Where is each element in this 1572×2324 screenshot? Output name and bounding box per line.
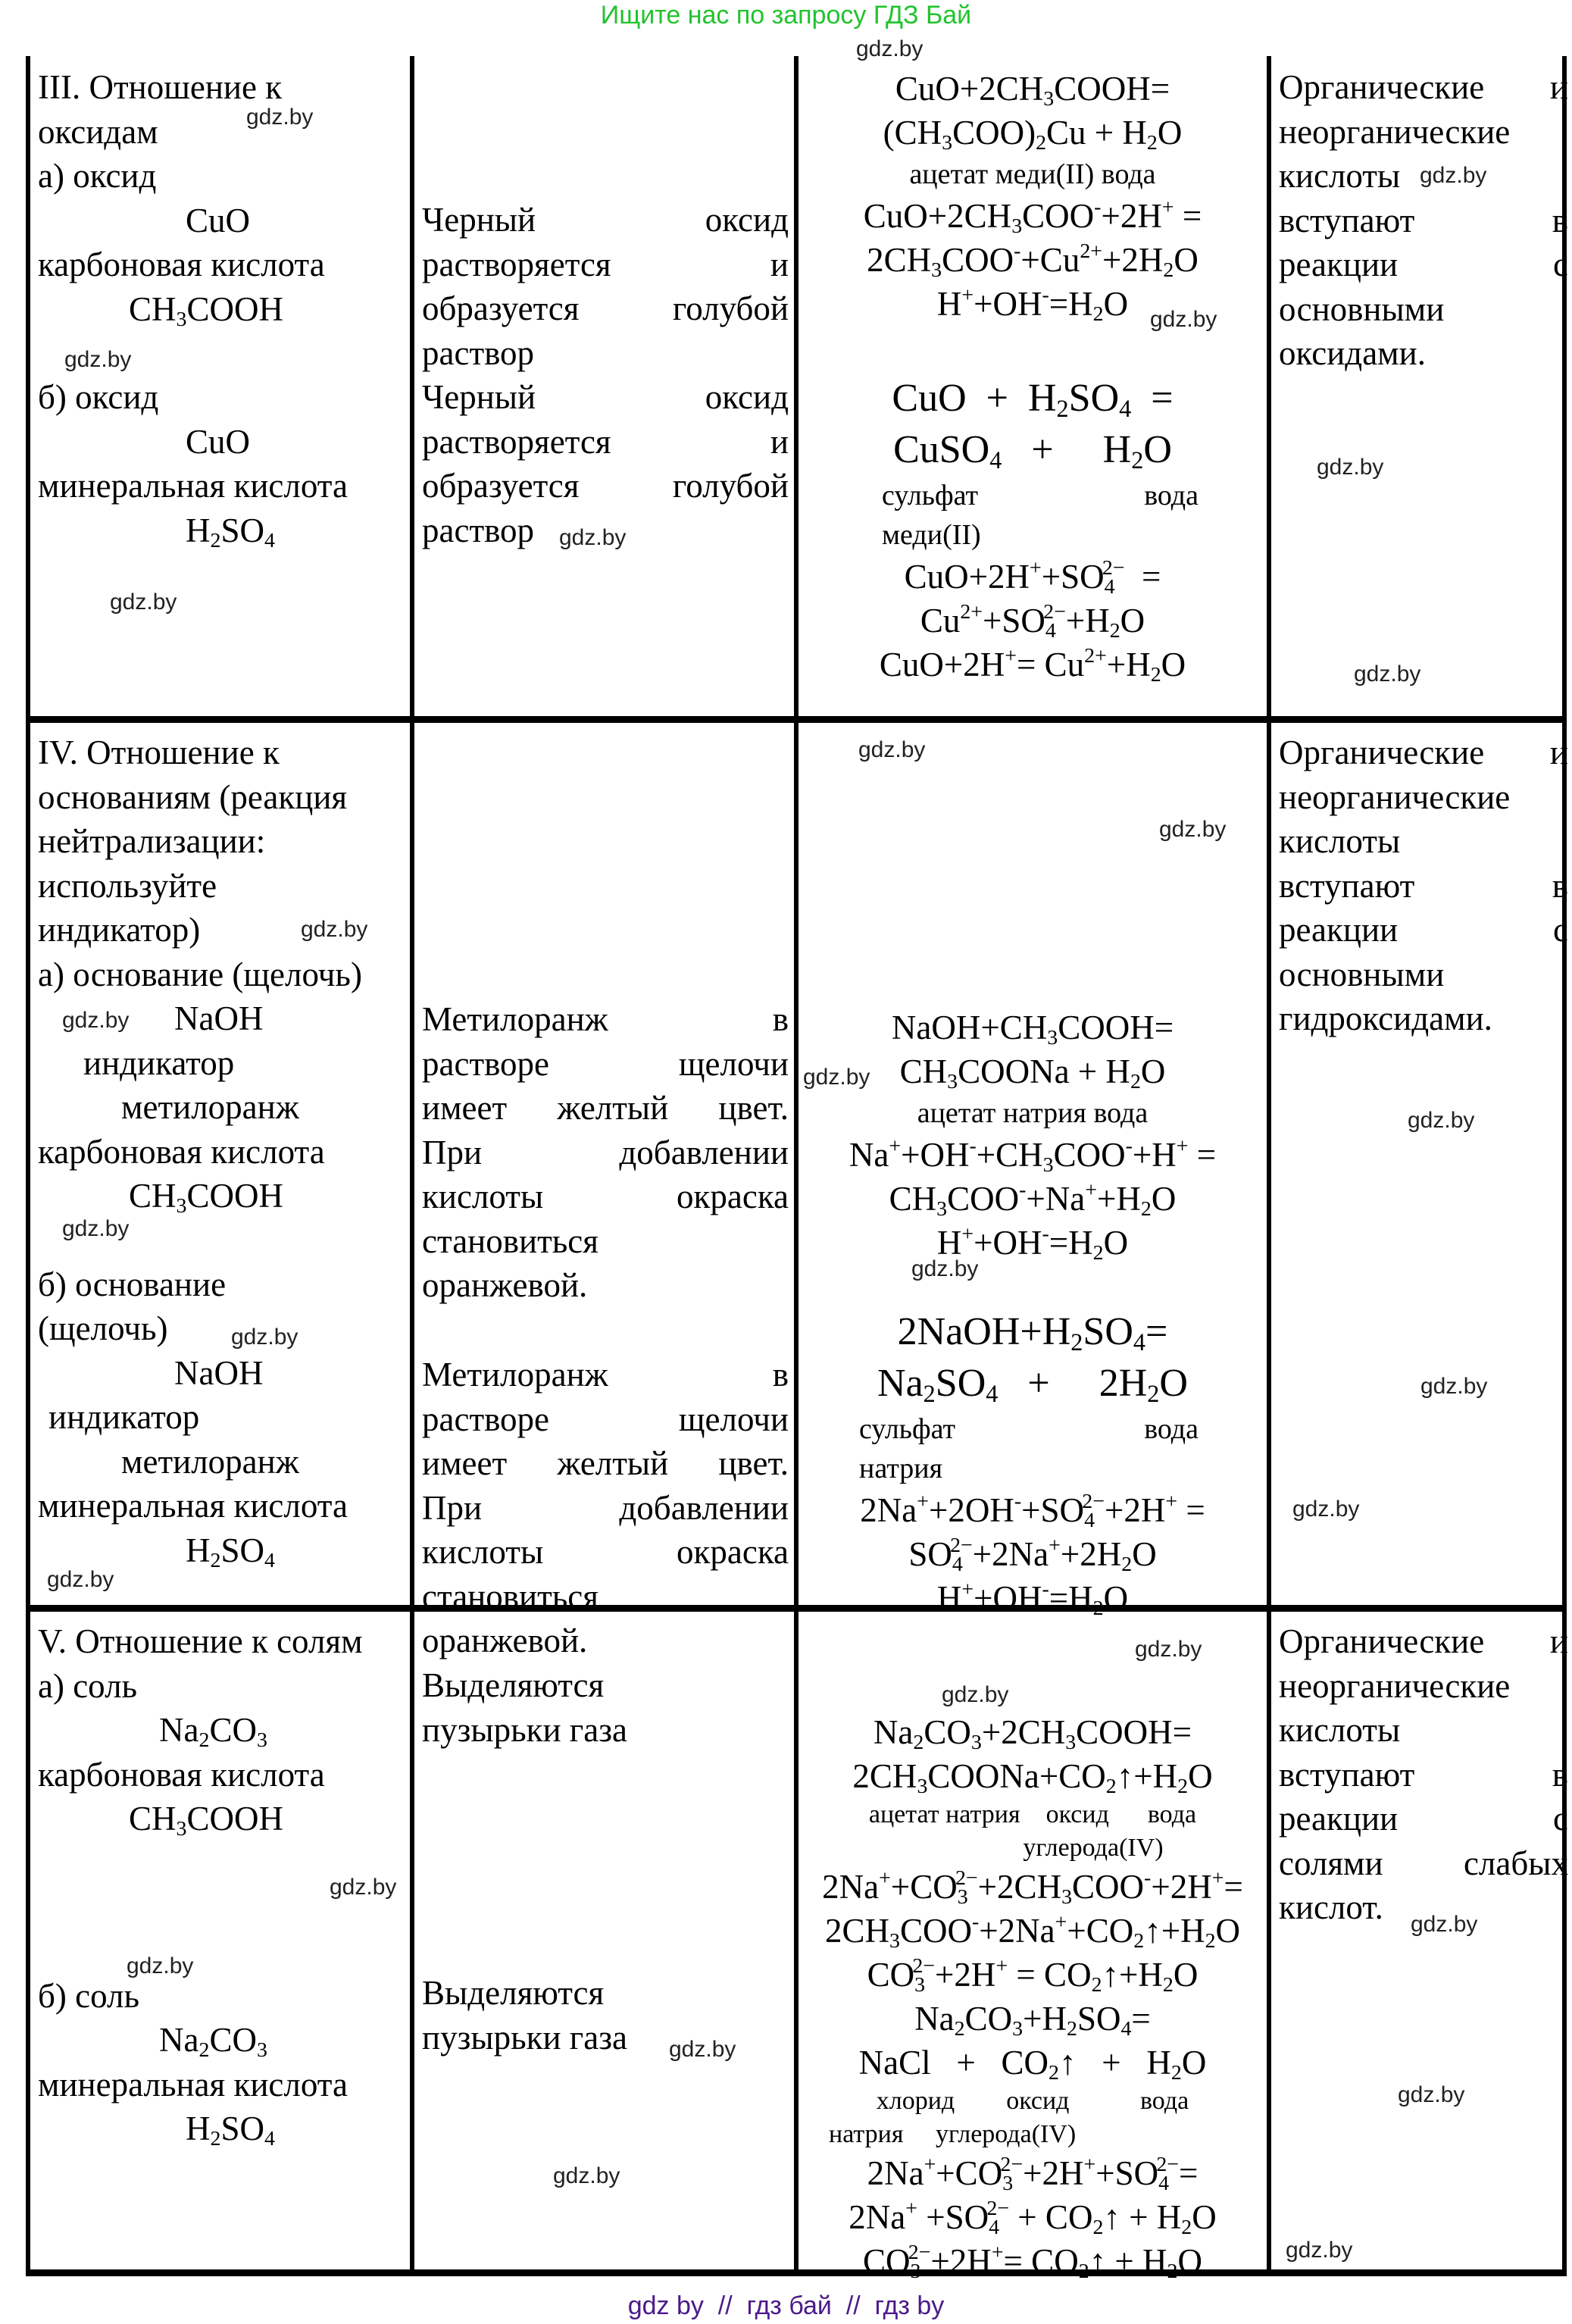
word: раствор <box>422 511 535 549</box>
formula-naoh: NaOH <box>174 999 264 1037</box>
word: в <box>772 1356 789 1393</box>
text-line <box>422 375 789 420</box>
product-names <box>799 476 1267 515</box>
equation: $Na_2SO_4$ + $2H_2O$ <box>877 1362 1188 1408</box>
equation: $2Na^+ +SO_4^{2-}$ + $CO_2↑ + H_2O$ <box>849 2196 1217 2239</box>
row-IV-property <box>38 730 409 1572</box>
word: кислоты <box>1279 822 1401 860</box>
observation-text: Выделяются <box>422 1666 605 1704</box>
text-line <box>422 286 789 331</box>
formula-cuo: CuO <box>186 201 251 239</box>
indicator-name: метилоранж <box>121 1442 299 1481</box>
word: раствор <box>422 333 535 372</box>
word: образуется <box>422 289 580 327</box>
product-names: ацетат натрия оксид вода <box>868 1800 1197 1828</box>
word: кислоты <box>422 1533 544 1571</box>
row-V-equations <box>799 1710 1267 2283</box>
row-IV-conclusion <box>1279 730 1568 1041</box>
word: растворе <box>422 1044 550 1083</box>
word: реакции <box>1279 246 1399 283</box>
text-line <box>422 1131 789 1175</box>
row-title: основаниям (реакция <box>38 777 348 816</box>
formula-acetic-acid: $CH_3COOH$ <box>129 1177 283 1218</box>
text-line <box>1279 1664 1568 1709</box>
word: вступают <box>1279 201 1415 239</box>
row-III-property <box>38 65 409 552</box>
word: кислоты <box>1279 1711 1401 1749</box>
text-line <box>1279 1708 1568 1753</box>
equation: CuSO$_4$ + $H_2O$ <box>893 428 1172 474</box>
word: Черный <box>422 378 536 416</box>
text-line <box>422 1530 789 1575</box>
text-line <box>422 1263 789 1308</box>
row-III-observation <box>422 198 789 375</box>
word: в <box>1552 201 1568 239</box>
text-line <box>1279 1753 1568 1797</box>
word: и <box>770 245 789 283</box>
text-line <box>1279 864 1568 909</box>
watermark: gdz.by <box>47 1567 114 1592</box>
formula-sodium-carbonate: $Na_2CO_3$ <box>159 1711 267 1752</box>
watermark: gdz.by <box>559 525 627 550</box>
column-divider <box>1267 56 1271 2269</box>
watermark: gdz.by <box>1317 455 1384 480</box>
equation: $CuO+2H^++SO_4^{2-}$ = <box>904 555 1161 599</box>
label: вода <box>1144 1413 1199 1445</box>
acid-type: карбоновая кислота <box>38 1132 325 1171</box>
header-banner: Ищите нас по запросу ГДЗ Бай <box>600 1 972 30</box>
row-title: используйте <box>38 866 217 905</box>
word: реакции <box>1279 911 1399 949</box>
word: оранжевой. <box>422 1266 588 1304</box>
word: оксидами. <box>1279 334 1426 372</box>
word: имеет <box>422 1089 508 1127</box>
word: оранжевой. <box>422 1622 588 1659</box>
equation: $CO_3^{2-}+2H^+=$ $CO_2↑ + H_2O$ <box>863 2240 1202 2283</box>
formula-acetic-acid: $CH_3COOH$ <box>129 1800 283 1841</box>
text-line <box>422 464 789 508</box>
text-line <box>422 997 789 1042</box>
word: слабых <box>1463 1844 1568 1882</box>
equation: $Na_2CO_3+H_2SO_4=$ <box>914 2000 1151 2041</box>
equation: $CuO+2CH_3COOH=$ <box>895 70 1170 111</box>
text-line <box>422 1042 789 1087</box>
row-IV-equations <box>799 1006 1267 1620</box>
label: вода <box>1144 480 1199 511</box>
word: неорганические <box>1279 112 1511 151</box>
case-b-label: б) соль <box>38 1976 139 2015</box>
product-names: ацетат меди(II) вода <box>909 158 1156 190</box>
equation: $CO_3^{2-}+2H^+$ = $CO_2↑+H_2O$ <box>867 1953 1199 1997</box>
product-names: ацетат натрия вода <box>917 1097 1149 1129</box>
watermark: gdz.by <box>64 347 132 372</box>
word: добавлении <box>619 1488 789 1527</box>
watermark: gdz.by <box>803 1065 870 1090</box>
text-line <box>1279 730 1568 775</box>
case-a-label: а) оксид <box>38 157 157 195</box>
word: реакции <box>1279 1800 1399 1838</box>
word: вступают <box>1279 1755 1415 1794</box>
row-divider <box>30 716 1562 723</box>
equation: $Cu^{2+}+SO_4^{2-}+H_2O$ <box>920 599 1145 643</box>
word: желтый <box>557 1089 669 1127</box>
word: окраска <box>677 1178 789 1215</box>
word: в <box>772 1000 789 1038</box>
word: солями <box>1279 1844 1383 1882</box>
row-IV-observation-a <box>422 997 789 1308</box>
word: щелочи <box>678 1044 789 1083</box>
indicator-label: индикатор <box>48 1398 200 1436</box>
equation: $2Na^++2OH^-+SO_4^{2-}+2H^+$ = <box>860 1489 1205 1532</box>
label: сульфат <box>882 480 979 511</box>
word: голубой <box>672 289 789 327</box>
watermark: gdz.by <box>246 105 314 130</box>
word: щелочи <box>678 1400 789 1438</box>
indicator-name: метилоранж <box>121 1088 299 1126</box>
word: имеет <box>422 1444 508 1482</box>
word: гидроксидами. <box>1279 999 1492 1037</box>
row-V-conclusion <box>1279 1619 1568 1930</box>
word: Органические <box>1279 68 1485 106</box>
text-line <box>422 1397 789 1442</box>
watermark: gdz.by <box>1159 817 1227 842</box>
word: оксид <box>705 201 789 239</box>
watermark: gdz.by <box>1420 163 1487 188</box>
observation-text: пузырьки газа <box>422 2018 627 2057</box>
indicator-label: индикатор <box>83 1043 235 1082</box>
formula-acetic-acid: $CH_3COOH$ <box>129 289 283 331</box>
equation: $H^++OH^-=H_2O$ <box>936 1577 1129 1620</box>
word: неорганические <box>1279 777 1511 816</box>
word: Черный <box>422 201 536 239</box>
word: Органические <box>1279 1622 1485 1660</box>
equation: $NaOH+CH_3COOH=$ <box>891 1009 1174 1049</box>
observation-text: пузырьки газа <box>422 1710 627 1749</box>
text-line <box>1279 1619 1568 1664</box>
word: образуется <box>422 467 580 505</box>
watermark: gdz.by <box>942 1682 1009 1707</box>
formula-sodium-carbonate: $Na_2CO_3$ <box>159 2021 267 2062</box>
watermark: gdz.by <box>911 1256 979 1281</box>
text-line <box>422 1175 789 1219</box>
row-III-conclusion <box>1279 65 1568 376</box>
formula-cuo: CuO <box>186 422 251 461</box>
watermark: gdz.by <box>856 36 924 61</box>
label: сульфат <box>859 1413 956 1445</box>
case-b-label: б) основание <box>38 1265 227 1303</box>
word: и <box>1549 68 1568 106</box>
product-names: углерода(IV) <box>1023 1834 1164 1862</box>
word: При <box>422 1133 483 1171</box>
text-line <box>422 331 789 376</box>
word: основными <box>1279 955 1445 993</box>
word: с <box>1553 1800 1568 1838</box>
text-line <box>422 1353 789 1397</box>
word: и <box>1549 1622 1568 1660</box>
text-line <box>1279 1797 1568 1841</box>
text-line <box>422 1441 789 1486</box>
equation: $2Na^++CO_3^{2-}+2CH_3COO^-+2H^+=$ <box>822 1866 1243 1909</box>
word: кислоты <box>1279 157 1401 195</box>
watermark: gdz.by <box>1135 1637 1202 1662</box>
watermark: gdz.by <box>553 2163 620 2188</box>
row-title: IV. Отношение к <box>38 733 280 771</box>
text-line <box>422 1575 789 1619</box>
row-V-observation-a <box>422 1663 789 1752</box>
chemistry-table <box>26 56 1568 2283</box>
case-b-label: (щелочь) <box>38 1309 168 1347</box>
equation: $SO_4^{2-}+2Na^++2H_2O$ <box>908 1533 1157 1576</box>
equation: NaCl + $CO_2↑ + H_2O$ <box>858 2044 1207 2085</box>
text-line <box>422 242 789 287</box>
formula-sulfuric-acid: $H_2SO_4$ <box>186 1531 275 1572</box>
row-title: нейтрализации: <box>38 822 266 860</box>
text-line <box>422 1219 789 1264</box>
case-a-label: а) основание (щелочь) <box>38 955 362 993</box>
watermark: gdz.by <box>669 2037 736 2062</box>
equation: $2NaOH+H_2SO_4=$ <box>897 1310 1168 1356</box>
equation: $CH_3COO^-+Na^++H_2O$ <box>889 1178 1177 1221</box>
equation: $Na_2CO_3+2CH_3COOH=$ <box>873 1713 1192 1754</box>
row-title: индикатор) <box>38 911 201 949</box>
watermark: gdz.by <box>62 1008 130 1033</box>
equation: $2CH_3COO^-+2Na^++CO_2↑+H_2O$ <box>824 1910 1241 1953</box>
watermark: gdz.by <box>1398 2082 1465 2107</box>
word: голубой <box>672 467 789 505</box>
formula-naoh: NaOH <box>174 1353 264 1392</box>
acid-type: карбоновая кислота <box>38 246 325 283</box>
word: оксид <box>705 378 789 416</box>
row-title: III. Отношение к <box>38 68 283 106</box>
watermark: gdz.by <box>62 1216 130 1241</box>
acid-type: минеральная кислота <box>38 1487 348 1525</box>
observation-text: Выделяются <box>422 1974 605 2012</box>
text-line <box>1279 242 1568 287</box>
case-b-label: б) оксид <box>38 378 159 416</box>
word: цвет. <box>718 1089 789 1127</box>
word: и <box>1549 733 1568 771</box>
equation: $CuO+2H^+= Cu^{2+}+H_2O$ <box>879 643 1186 687</box>
word: При <box>422 1488 483 1527</box>
text-line <box>422 1619 789 1663</box>
watermark: gdz.by <box>858 737 926 762</box>
equation: $2CH_3COONa+CO_2↑+H_2O$ <box>852 1757 1213 1798</box>
case-a-label: а) соль <box>38 1666 138 1705</box>
watermark: gdz.by <box>1354 662 1421 687</box>
product-names: натрия <box>859 1453 943 1484</box>
word: в <box>1552 1755 1568 1794</box>
word: желтый <box>557 1444 669 1482</box>
text-line <box>1279 952 1568 997</box>
text-line <box>422 198 789 242</box>
acid-type: минеральная кислота <box>38 467 348 505</box>
word: неорганические <box>1279 1666 1511 1705</box>
text-line <box>1279 996 1568 1041</box>
equation: $CuO+2CH_3COO^-+2H^+$ = <box>863 195 1202 238</box>
product-names <box>799 1409 1267 1449</box>
word: растворяется <box>422 422 611 461</box>
word: Метилоранж <box>422 1356 608 1393</box>
formula-sulfuric-acid: $H_2SO_4$ <box>186 511 275 552</box>
word: Метилоранж <box>422 1000 608 1038</box>
word: становиться <box>422 1221 598 1260</box>
watermark: gdz.by <box>1411 1912 1478 1937</box>
equation: CuO + $H_2SO_4$ = <box>892 377 1174 423</box>
text-line <box>1279 199 1568 243</box>
equation: $CH_3COONa + H_2O$ <box>899 1053 1166 1093</box>
row-IV-observation-b <box>422 1353 789 1663</box>
text-line <box>1279 331 1568 376</box>
product-names: меди(II) <box>882 519 981 551</box>
text-line <box>1279 287 1568 332</box>
watermark: gdz.by <box>110 590 177 615</box>
text-line <box>1279 819 1568 864</box>
acid-type: карбоновая кислота <box>38 1755 325 1794</box>
word: с <box>1553 911 1568 949</box>
row-III-equations <box>799 67 1267 687</box>
watermark: gdz.by <box>127 1953 194 1978</box>
footer-links[interactable]: gdz by // гдз бай // гдз by <box>627 2291 945 2320</box>
text-line <box>1279 1841 1568 1886</box>
equation: $H^++OH^-=H_2O$ <box>936 283 1129 326</box>
watermark: gdz.by <box>301 917 368 942</box>
watermark: gdz.by <box>330 1875 397 1900</box>
equation: $(CH_3COO)_2Cu + H_2O$ <box>883 114 1183 155</box>
text-line <box>1279 908 1568 952</box>
word: с <box>1553 246 1568 283</box>
watermark: gdz.by <box>1292 1497 1360 1522</box>
watermark: gdz.by <box>1150 307 1217 332</box>
word: основными <box>1279 289 1445 328</box>
word: кислоты <box>422 1178 544 1215</box>
word: окраска <box>677 1533 789 1571</box>
equation: $2CH_3COO^-+Cu^{2+}+2H_2O$ <box>867 239 1199 282</box>
row-title: V. Отношение к солям <box>38 1622 363 1660</box>
acid-type: минеральная кислота <box>38 2065 348 2103</box>
text-line <box>422 1086 789 1131</box>
product-names: хлорид оксид вода <box>876 2087 1189 2115</box>
watermark: gdz.by <box>231 1325 298 1350</box>
equation: $H^++OH^-=H_2O$ <box>936 1221 1129 1265</box>
word: и <box>770 422 789 461</box>
word: в <box>1552 866 1568 905</box>
word: Органические <box>1279 733 1485 771</box>
equation: $Na^++OH^-+CH_3COO^-+H^+$ = <box>849 1134 1217 1177</box>
text-line <box>422 420 789 464</box>
watermark: gdz.by <box>1420 1374 1488 1399</box>
watermark: gdz.by <box>1286 2238 1353 2263</box>
word: растворе <box>422 1400 550 1438</box>
word: цвет. <box>718 1444 789 1482</box>
word: кислот. <box>1279 1888 1383 1926</box>
text-line <box>1279 65 1568 110</box>
formula-sulfuric-acid: $H_2SO_4$ <box>186 2110 275 2150</box>
word: растворяется <box>422 245 611 283</box>
word: вступают <box>1279 866 1415 905</box>
watermark: gdz.by <box>1408 1108 1475 1133</box>
row-title: оксидам <box>38 112 158 151</box>
row-divider <box>30 1605 1562 1612</box>
word: добавлении <box>619 1133 789 1171</box>
text-line <box>422 1486 789 1531</box>
product-names: натрия углерода(IV) <box>829 2120 1077 2148</box>
equation: $2Na^++CO_3^{2-}+2H^++SO_4^{2-}=$ <box>867 2152 1199 2195</box>
column-divider <box>410 56 414 2269</box>
text-line <box>1279 775 1568 820</box>
word: становиться <box>422 1577 598 1616</box>
text-line <box>1279 110 1568 155</box>
